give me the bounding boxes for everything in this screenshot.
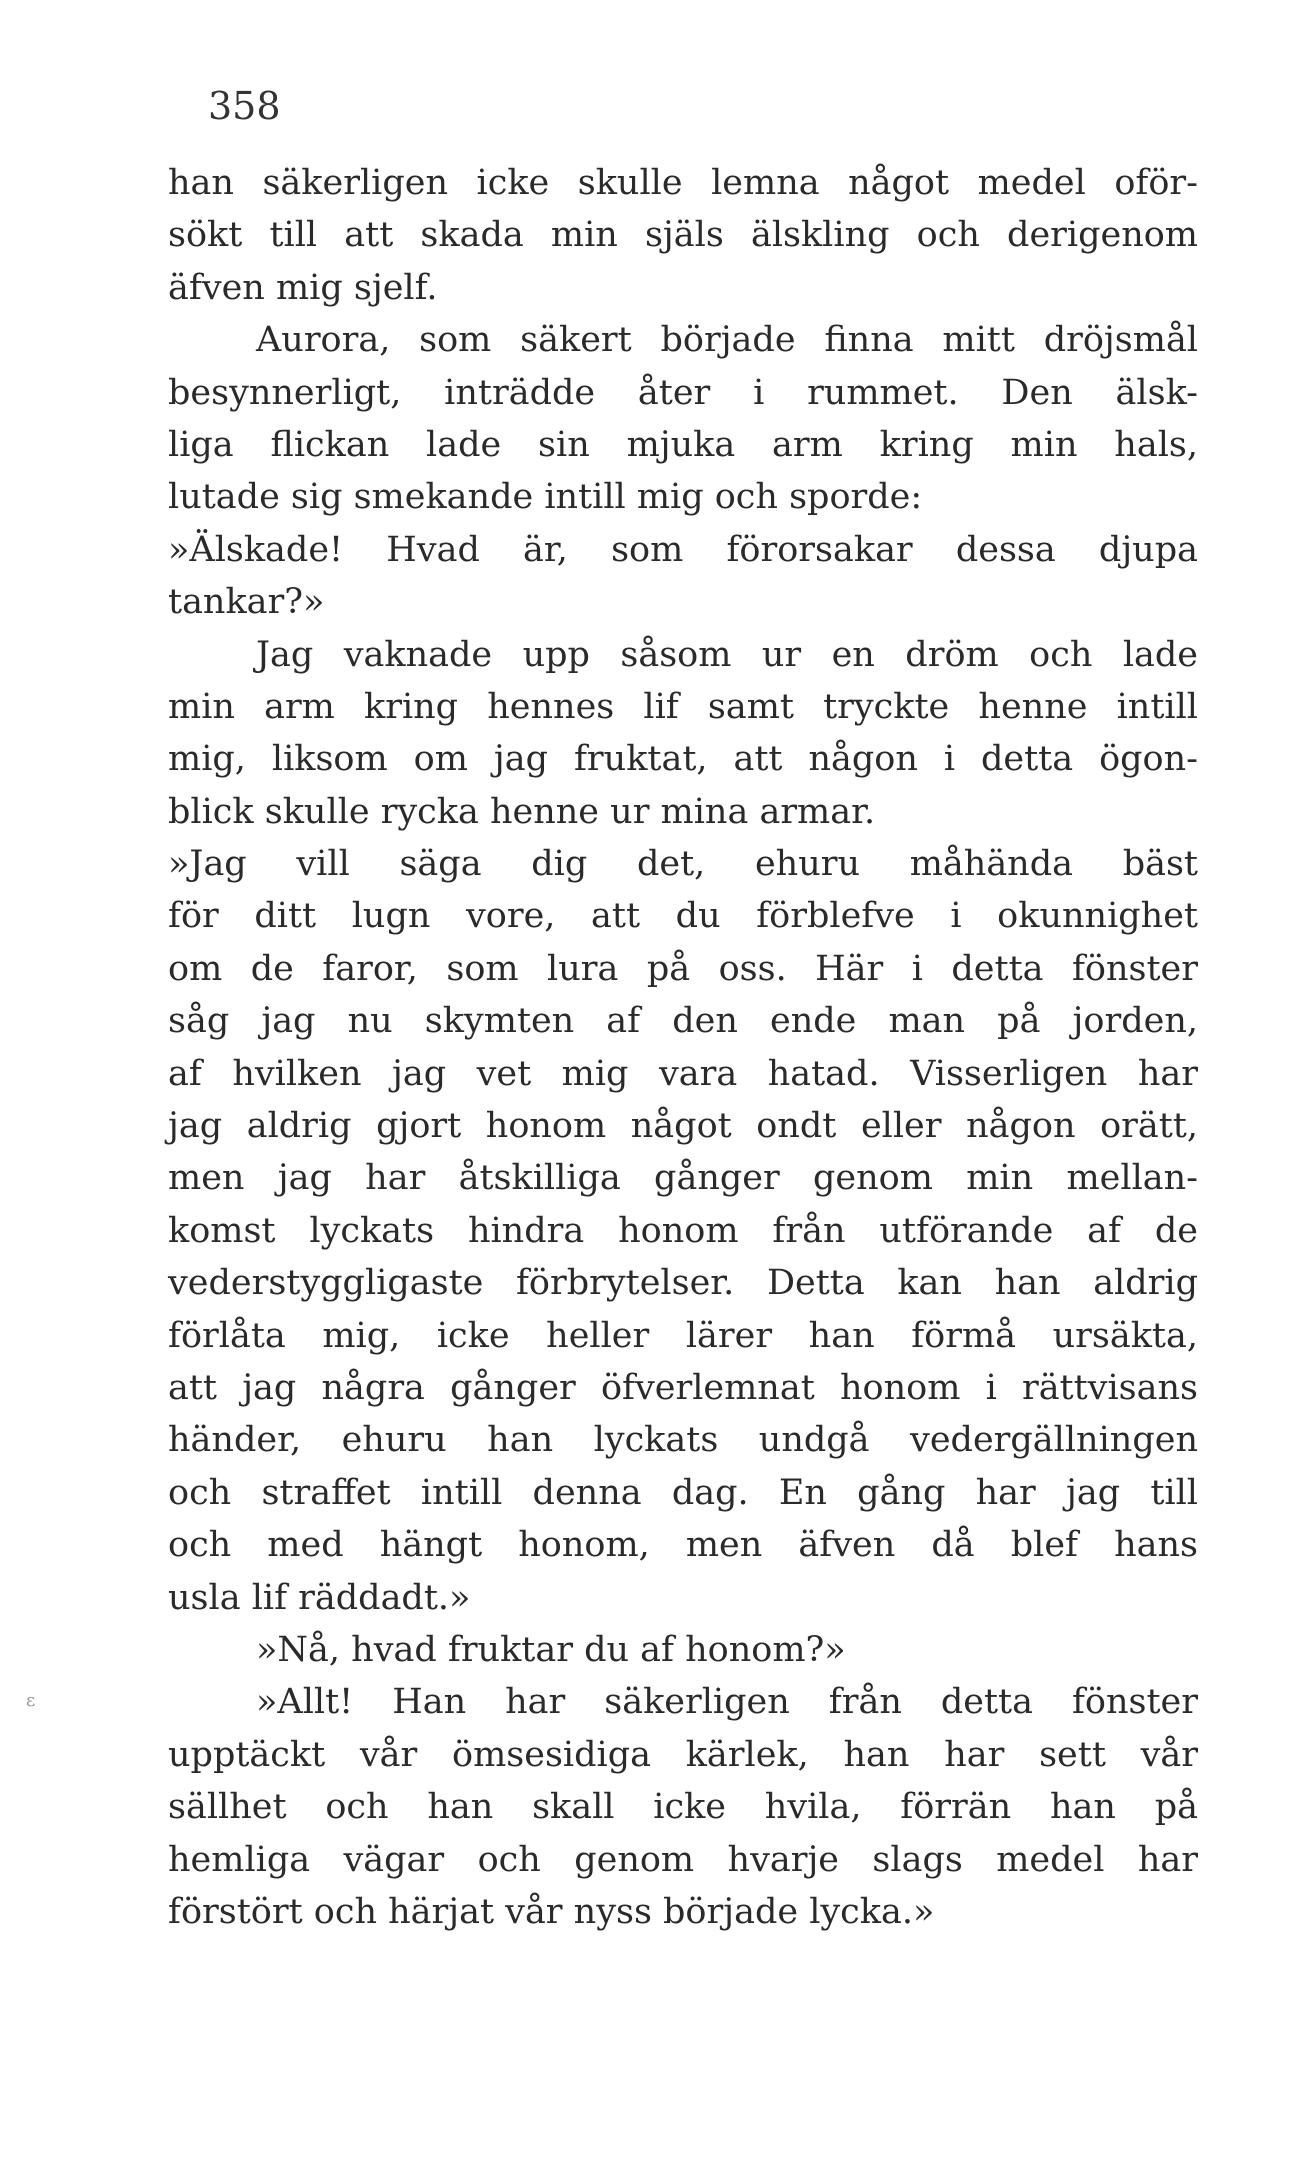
text-line: jag aldrig gjort honom något ondt eller någon orätt,: [168, 1106, 1198, 1147]
page-number: 358: [208, 84, 281, 128]
text-line: förlåta mig, icke heller lärer han förmå ursäkta,: [168, 1315, 1198, 1356]
text-line: men jag har åtskilliga gånger genom min mellan-: [168, 1158, 1198, 1199]
text-line: och med hängt honom, men äfven då blef hans: [168, 1525, 1198, 1566]
text-line: komst lyckats hindra honom från utförande af de: [168, 1210, 1198, 1251]
text-line: han säkerligen icke skulle lemna något medel oför-: [168, 163, 1198, 203]
text-line: min arm kring hennes lif samt tryckte henne intill: [168, 686, 1198, 727]
text-line: hemliga vägar och genom hvarje slags medel har: [168, 1839, 1198, 1880]
text-line: »Älskade! Hvad är, som förorsakar dessa djupa: [168, 529, 1198, 570]
text-line: liga flickan lade sin mjuka arm kring min hals,: [168, 424, 1198, 465]
text-line: att jag några gånger öfverlemnat honom i rättvisans: [168, 1367, 1198, 1408]
text-line: »Jag vill säga dig det, ehuru måhända bäst: [168, 844, 1198, 885]
margin-mark: ε: [26, 1690, 36, 1711]
text-line: sällhet och han skall icke hvila, förrän han på: [168, 1787, 1198, 1828]
body-text: [168, 157, 1198, 1938]
text-line: Aurora, som säkert började finna mitt dröjsmål: [256, 320, 1198, 361]
text-line: såg jag nu skymten af den ende man på jorden,: [168, 1001, 1198, 1042]
text-line: om de faror, som lura på oss. Här i detta fönster: [168, 948, 1198, 989]
text-line: förstört och härjat vår nyss började lycka.»: [168, 1891, 935, 1932]
text-line: »Nå, hvad fruktar du af honom?»: [256, 1629, 846, 1670]
text-line: händer, ehuru han lyckats undgå vedergällningen: [168, 1420, 1198, 1461]
text-line: äfven mig sjelf.: [168, 267, 438, 308]
text-line: sökt till att skada min själs älskling och derigenom: [168, 215, 1198, 256]
text-line: mig, liksom om jag fruktat, att någon i detta ögon-: [168, 739, 1198, 780]
text-line: usla lif räddadt.»: [168, 1577, 471, 1618]
text-line: af hvilken jag vet mig vara hatad. Visserligen har: [168, 1053, 1198, 1094]
text-line: blick skulle rycka henne ur mina armar.: [168, 791, 876, 832]
text-line: upptäckt vår ömsesidiga kärlek, han har sett vår: [168, 1734, 1198, 1775]
text-line: besynnerligt, inträdde åter i rummet. Den älsk-: [168, 372, 1198, 413]
text-line: tankar?»: [168, 582, 325, 623]
text-line: lutade sig smekande intill mig och sporde:: [168, 477, 923, 518]
text-line: för ditt lugn vore, att du förblefve i okunnighet: [168, 896, 1198, 937]
text-line: »Allt! Han har säkerligen från detta fönster: [256, 1682, 1198, 1723]
text-line: vederstyggligaste förbrytelser. Detta kan han aldrig: [168, 1263, 1198, 1304]
text-line: Jag vaknade upp såsom ur en dröm och lade: [256, 634, 1198, 675]
text-line: och straffet intill denna dag. En gång har jag till: [168, 1472, 1198, 1513]
